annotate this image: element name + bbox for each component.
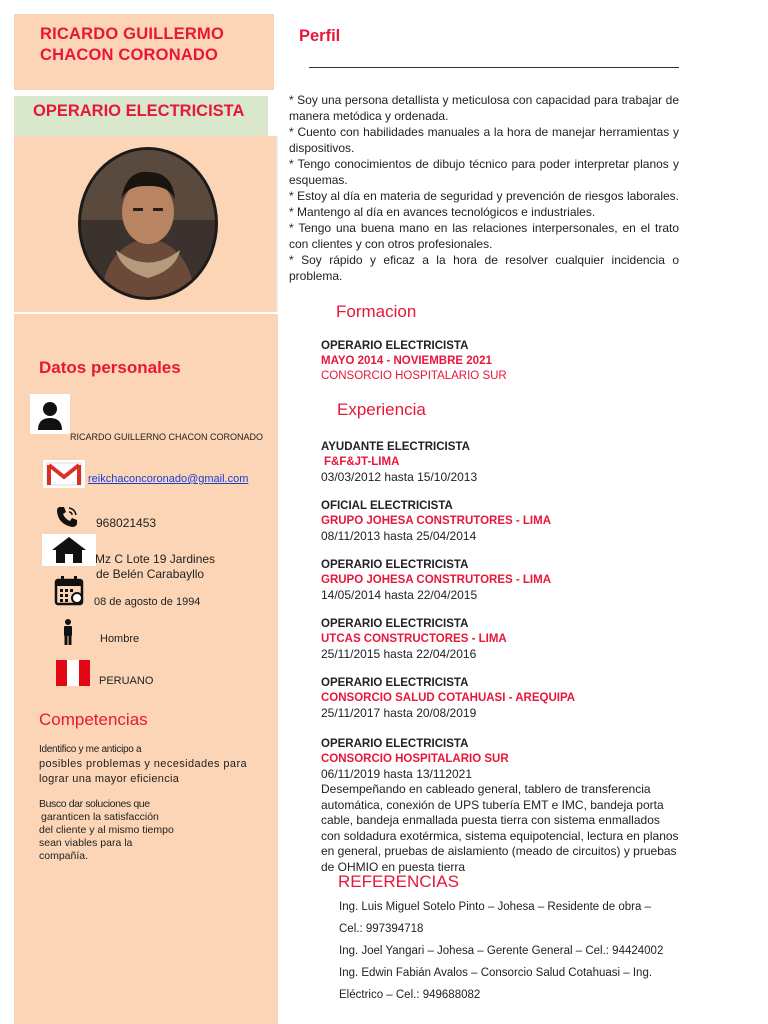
experiencia-title: Experiencia (337, 400, 426, 419)
address-line-2: de Belén Carabayllo (96, 567, 205, 581)
experience-title: OPERARIO ELECTRICISTA (321, 677, 469, 689)
nationality: PERUANO (99, 675, 154, 687)
person-icon (30, 394, 70, 434)
full-name: RICARDO GUILLERNO CHACON CORONADO (70, 432, 264, 442)
perfil-line-3: * Tengo conocimientos de dibujo técnico para poder interpretar planos y esquemas. (289, 157, 679, 187)
profile-photo (78, 147, 218, 300)
address-line-1: Mz C Lote 19 Jardines (95, 552, 216, 566)
experience-company: CONSORCIO SALUD COTAHUASI - AREQUIPA (321, 692, 576, 704)
birthdate: 08 de agosto de 1994 (94, 596, 201, 608)
name-line-2: CHACON CORONADO (40, 46, 219, 64)
perfil-title: Perfil (299, 27, 341, 45)
perfil-divider (309, 67, 679, 68)
experience-company: GRUPO JOHESA CONSTRUTORES - LIMA (321, 574, 552, 586)
experience-dates: 25/11/2017 hasta 20/08/2019 (321, 706, 477, 720)
gmail-icon (43, 460, 85, 488)
experience-item (321, 617, 507, 662)
perfil-line-4: * Estoy al día en materia de seguridad y prevención de riesgos laborales. * Mantengo al día en avances tecnológicos e industriales. (289, 189, 679, 219)
experience-title: OPERARIO ELECTRICISTA (321, 618, 469, 630)
formacion-title: Formacion (336, 302, 417, 321)
comp-2-line-4: sean viables para la (39, 837, 133, 849)
experience-item (321, 440, 477, 485)
experience-item (321, 737, 681, 875)
job-title: OPERARIO ELECTRICISTA (33, 102, 245, 120)
experience-title: OFICIAL ELECTRICISTA (321, 500, 453, 512)
comp-2-line-5: compañía. (39, 850, 89, 862)
perfil-line-5: * Tengo una buena mano en las relaciones interpersonales, en el trato con clientes y con otros profesionales. (289, 221, 679, 251)
experience-item (321, 676, 575, 721)
phone-icon (54, 504, 80, 530)
experience-dates: 08/11/2013 hasta 25/04/2014 (321, 529, 477, 543)
phone-number: 968021453 (96, 516, 157, 530)
calendar-icon (53, 574, 85, 606)
experience-title: OPERARIO ELECTRICISTA (321, 738, 469, 750)
address (95, 552, 215, 582)
reference-line: Ing. Luis Miguel Sotelo Pinto – Johesa – Residente de obra – (339, 901, 651, 913)
competencia-1 (39, 742, 247, 787)
comp-1-line-2: posibles problemas y necesidades para (39, 758, 248, 770)
experience-title: AYUDANTE ELECTRICISTA (321, 441, 470, 453)
formacion-institution: CONSORCIO HOSPITALARIO SUR (321, 370, 507, 382)
perfil-line-2: * Cuento con habilidades manuales a la hora de manejar herramientas y dispositivos. (289, 125, 679, 155)
experience-item (321, 558, 551, 603)
perfil-line-1: * Soy una persona detallista y meticulosa con capacidad para trabajar de manera metódica y ordenada. (289, 93, 679, 123)
datos-title: Datos personales (39, 358, 181, 377)
comp-2-line-1: Busco dar soluciones que (39, 798, 150, 810)
experience-company: UTCAS CONSTRUCTORES - LIMA (321, 633, 507, 645)
gender: Hombre (100, 633, 140, 645)
experience-description: Desempeñando en cableado general, tablero de transferencia automática, conexión de UPS tubería EMT e IMC, bandeja porta cable, bandeja enmallada puesta tierra con sistema enmallados con soldadura exotérmica, sistema equipotencial, lectura en planos en general, pruebas de aislamiento (meado de circuitos) y pruebas de OHMIO en puesta tierra (321, 782, 679, 874)
home-icon (42, 534, 96, 566)
experience-company: CONSORCIO HOSPITALARIO SUR (321, 753, 509, 765)
perfil-body (289, 92, 679, 284)
experience-item (321, 499, 551, 544)
competencia-2 (39, 798, 174, 863)
comp-2-line-3: del cliente y al mismo tiempo (39, 824, 174, 836)
comp-1-line-1: Identifico y me anticipo a (39, 744, 142, 755)
experience-company: F&F&JT-LIMA (324, 456, 400, 468)
formacion-period: MAYO 2014 - NOVIEMBRE 2021 (321, 355, 492, 367)
reference-line: Cel.: 997394718 (339, 923, 424, 935)
man-figure-icon (58, 618, 78, 646)
experience-title: OPERARIO ELECTRICISTA (321, 559, 469, 571)
reference-line: Ing. Joel Yangari – Johesa – Gerente General – Cel.: 94424002 (339, 945, 664, 957)
candidate-name (40, 24, 224, 66)
experience-dates: 25/11/2015 hasta 22/04/2016 (321, 647, 477, 661)
formacion-entry (321, 339, 507, 384)
experience-dates: 03/03/2012 hasta 15/10/2013 (321, 470, 478, 484)
referencias-list (339, 896, 679, 1006)
formacion-degree: OPERARIO ELECTRICISTA (321, 340, 469, 352)
referencias-title: REFERENCIAS (338, 872, 459, 891)
experience-dates: 06/11/2019 hasta 13/112021 (321, 767, 473, 781)
competencias-title: Competencias (39, 710, 148, 729)
reference-line: Ing. Edwin Fabián Avalos – Consorcio Salud Cotahuasi – Ing. (339, 967, 653, 979)
name-line-1: RICARDO GUILLERMO (40, 25, 224, 43)
experience-dates: 14/05/2014 hasta 22/04/2015 (321, 588, 478, 602)
comp-2-line-2: garanticen la satisfacción (41, 811, 159, 823)
experience-company: GRUPO JOHESA CONSTRUTORES - LIMA (321, 515, 552, 527)
reference-line: Eléctrico – Cel.: 949688082 (339, 989, 481, 1001)
comp-1-line-3: lograr una mayor eficiencia (39, 773, 180, 785)
perfil-line-6: * Soy rápido y eficaz a la hora de resolver cualquier incidencia o problema. (289, 253, 679, 283)
peru-flag-icon (56, 660, 90, 686)
email-link[interactable]: reikchaconcoronado@gmail.com (88, 473, 249, 485)
